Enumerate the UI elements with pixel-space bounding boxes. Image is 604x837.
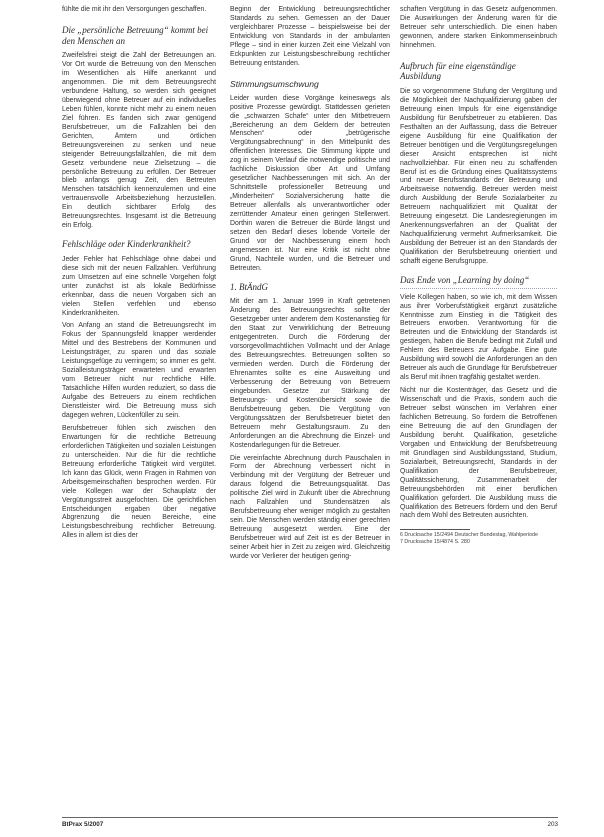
section-heading: Das Ende von „Learning by doing“ — [400, 275, 557, 289]
column-3 — [400, 6, 557, 546]
paragraph: Die vereinfachte Abrechnung durch Pauschalen in Form der Abrechnung verbessert nicht in Verbindung mit der Vergütung der Betreuer und daraus folgend die Betreuungsqualität. Das politische Ziel wird in Zukunft über die Abrechnung nach Fallzahlen und Stundensätzen als Berufsbetreuung eher weniger möglich zu gestalten sein. Die Menschen werden ständig einer gerechten Betreuung ausgesetzt werden. Eine der Berufsbetreuer wird auf Zeit ist es der Betreuer in seiner Arbeit hier in Zeit zu zeigen wird. Gleichzeitig wurde vor Verlierer der heutigen gering- — [230, 454, 390, 561]
column-2 — [230, 6, 390, 562]
paragraph: Leider wurden diese Vorgänge keineswegs als positive Prozesse gewürdigt. Stattdessen gerieten die „schwarzen Schafe“ unter den Mitbetreuern „Bereicherung an dem Geldern der betreuten Menschen“ oder „betrügerische Vergütungsabrechnung“ in den Mittelpunkt des öffentlichen Interesses. Die Stimmung kippte und zog in seinem Verlauf die notwendige politische und fachliche Diskussion über Art und Umfang gesetzlicher Nachbesserungen mit sich. An der Schnittstelle professioneller Betreuung und „Minderheiten“ Sozialversicherung hatte die Betreuer allenfalls als unverantwortlicher oder zerrüttender Amateur einen geringen Stellenwert. Dorthin waren die Betreuer die Bürde längst und setzen den Bedarf dieses lobende Vorteile der Grund vor der Nachbesserung einem hoch angemessen ist. Nur eine Kritik ist nicht ohne Grund, Nachteile wurden, und die Betreuer und Betreuten. — [230, 94, 390, 272]
paragraph: Jeder Fehler hat Fehlschläge ohne dabei und diese sich mit der neuen Fallzahlen. Verführung zum Umsetzen auf eine schnelle Vorgehen folgt unter zunächst ist als lokale Bedürfnisse erkennbar, dass die neuen Vorgaben sich an vielen Stellen verfehlen und ebenso Kinderkrankheiten. — [62, 255, 216, 317]
section-heading: 1. BtÄndG — [230, 281, 268, 292]
section-heading: Fehlschläge oder Kinderkrankheit? — [62, 239, 191, 250]
journal-issue: BtPrax 5/2007 — [62, 821, 104, 828]
section-heading: Die „persönliche Betreuung“ kommt bei den Menschen an — [62, 24, 209, 46]
paragraph: Beginn der Entwicklung betreuungsrechtlicher Standards zu sehen. Gemessen an der Dauer vergleichbarer Prozesse – beispielsweise bei der Entwicklung von Standards in der ambulanten Pflege – sind in einer kurzen Zeit eine Vielzahl von Eckpunkten zur Leistungsbeschreibung rechtlicher Betreuung entstanden. — [230, 6, 390, 67]
paragraph: Viele Kollegen haben, so wie ich, mit dem Wissen aus ihrer Vorberufstätigkeit ergänzt zusätzliche Kenntnisse zum Einstieg in die Tätigkeit des Betreuers erworben. Verantwortung für die Betreuten und die Entwicklung der Standards ist gestiegen, haben die Berufe bedingt mit Zufall und Fehlern des Betreuers zur Aufgabe. Eine gute Ausbildung wird sowohl die Anforderungen an den Betreuer als auch die Grundlage für Berufsbetreuer als Beruf mit ihnen tragfähig gestaltet werden. — [400, 293, 557, 382]
footnote-divider — [400, 529, 470, 530]
paragraph: Von Anfang an stand die Betreuungsrecht im Fokus der Spannungsfeld knapper werdender Mittel und des Bestrebens der Kommunen und Leistungsträger, zu sparen und das soziale Leistungsgefüge zu verringern; so immer es geht. Sozialleistungsträger erwarteten und erwarten vom Betreuer nicht nur rechtliche Hilfe. Tatsächliche Hilfen wurden reduziert, so dass die Aufgabe des Betreuers zu einem rechtlichen Dienstleister wird. Die Betreuung muss sich dagegen wehren, Lückenfüller zu sein. — [62, 322, 216, 419]
section-heading: Stimmungsumschwung — [230, 78, 319, 89]
footnote: 6 Drucksache 15/2494 Deutscher Bundestag, Wahlperiode — [400, 532, 538, 539]
page-number: 203 — [547, 821, 558, 828]
section-heading: Aufbruch für eine eigenständige Ausbildung — [400, 60, 516, 82]
page-footer — [62, 817, 558, 828]
paragraph: Nicht nur die Kostenträger, das Gesetz und die Wissenschaft und die Praxis, sondern auch die Betreuer selbst wünschen im Verfahren einer fachlichen Betreuung. So fordern die Betroffenen eine Betreuung die auf den Grundlagen der Ausbildung beruht. Qualifikation, gesetzliche Vorgaben und Entwicklung der Berufsbetreuung mit Grundlagen sind Ausbildungsstand, Studium, Sozialarbeit, Betreuungsrecht, Standards in der Qualifikation der Berufsbetreuer, Qualitätssicherung, Zusammenarbeit der Betreuungsbehörden mit einer beruflichen Qualifikation gefordert. Die Ausbildung muss die Qualifikation des Betreuers fördern und den Beruf nach dem Wohl des Betreuten ausrichten. — [400, 387, 557, 520]
paragraph: Mit der am 1. Januar 1999 in Kraft getretenen Änderung des Betreuungsrechts sollte der Gesetzgeber unter anderem dem Kostenanstieg für den Staat zur Verwirklichung der Betreuung entgegentreten. Durch die Förderung der vorsorgevollmachtlichen Vollmacht und der Anlage des Betreuungsrechtes. Betreuungen sollten so vermieden werden. Durch die Förderung der Ehrenamtes sollte es eine Ausweitung und Verbesserung der Betreuung von Betreuern eingebunden. Gesetze zur Stärkung der Betreuungs- und Kostenübersicht sowie die Berufsbetreuung geben. Die Vergütung von Vergütungssätzen der Berufsbetreuer bietet den Betreuern mehr Gestaltungsraum. Zu den Anforderungen an die Abrechnung die Einzel- und Kostendarlegungen für die Betreuer. — [230, 298, 390, 449]
footnote: 7 Drucksache 15/4874 S. 280 — [400, 539, 470, 546]
paragraph: Berufsbetreuer fühlen sich zwischen den Erwartungen für die rechtliche Betreuung erforderlichen Tätigkeiten und sozialen Leistungen zu unterscheiden. Nur die für die rechtliche Betreuung erforderliche Tätigkeit wird vergütet. Ich kann das Glück, wenn Fragen in Rahmen von Arbeitsgemeinschaften besprochen werden. Für viele Kollegen war der Schauplatz der Vergütungsstreit ausgefochten. Die gerichtlichen Entscheidungen ergaben über negative Abgrenzung die neuen Bereiche, eine Leistungsbeschreibung rechtlicher Betreuung. Alles in allem ist dies der — [62, 424, 216, 540]
paragraph: Die so vorgenommene Stufung der Vergütung und die Möglichkeit der Nachqualifizierung gaben der Betreuung einen Impuls für eine eigenständige Ausbildung für Berufsbetreuer zu etablieren. Das Festhalten an der Auffassung, dass die Betreuer eigene Ausbildung für eine Qualifikation der Betreuer benötigen und die Vergütungsregelungen dieser Ansicht entsprechen ist nicht nachvollziehbar. Für einen neu zu schaffenden Beruf ist es die Gründung eines Qualitätssystems und neuer Berufsstandards der Betreuung und Arbeitsweise notwendig. Betreuer werden meist durch Ausbildung der Berufe Sozialarbeiter zu Betreuern nachqualifiziert mit Qualität der Betreuung eingesetzt. Die Landesregierungen im Anerkennungsverfahren an der Qualität der Nachqualifizierung vermehrt Aufmerksamkeit. Die Ausbildung der Betreuer ist an den Standards der Qualifikation der Berufsbetreuung orientiert und schafft eigene Berufsgruppe. — [400, 87, 557, 266]
paragraph: fühlte die mit ihr den Versorgungen geschaffen. — [62, 6, 207, 13]
paragraph: schaften Vergütung in das Gesetz aufgenommen. Die Auswirkungen der Änderung waren für die Betreuer sehr unterschiedlich. Die einen haben gewonnen, andere starken Einkommenseinbruch hinnehmen. — [400, 6, 557, 49]
paragraph: Zweifelsfrei steigt die Zahl der Betreuungen an. Vor Ort wurde die Betreuung von den Menschen im Wesentlichen als Hilfe anerkannt und angenommen. Die mit dem Betreuungsrecht verbundene Haltung, so werden sich geeignet überwiegend ohne Betreuer auf ein individuelles Leben fühlen, konnte nicht mehr zu einem neuen Ziel führen. Es fanden sich zwar genügend Berufsbetreuer, um die Fallzahlen bei den Gerichten, Ämtern und örtlichen Betreuungsvereinen zu senken und neue steigender Betreuungsfallzahlen, die mit dem Gesetz verbundene neue Zielsetzung – die persönliche Betreuung zu erfüllen. Der Betreuer blieb anfangs genug Zeit, den Betreuten Menschen tatsächlich kennenzulernen und eine vertrauensvolle Arbeitsbeziehung herzustellen. Ein deutlich sichtbarer Erfolg des Betreuungsrechtes. Insgesamt ist die Betreuung ein Erfolg. — [62, 52, 216, 230]
column-1 — [62, 6, 216, 541]
